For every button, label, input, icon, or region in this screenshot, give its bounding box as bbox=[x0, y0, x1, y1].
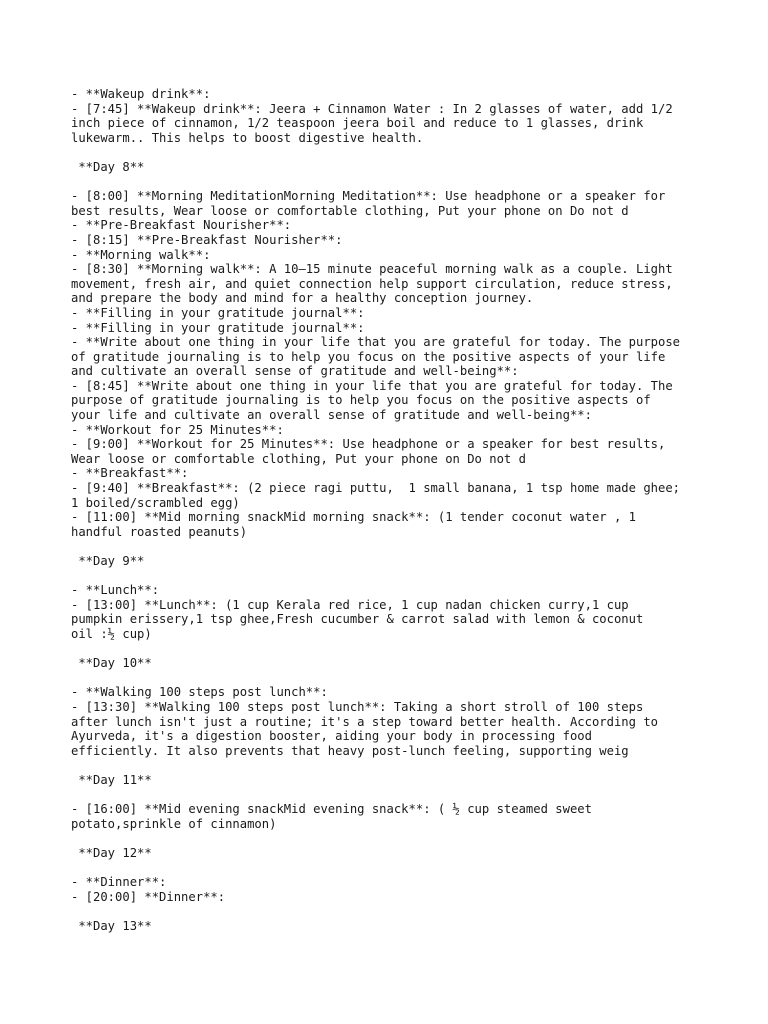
document-body bbox=[71, 87, 711, 933]
blank-line bbox=[71, 904, 711, 919]
text-line: lukewarm.. This helps to boost digestive health. bbox=[71, 130, 424, 145]
text-line: **Day 13** bbox=[71, 918, 152, 933]
text-line: 1 boiled/scrambled egg) bbox=[71, 495, 240, 510]
text-line: Ayurveda, it's a digestion booster, aiding your body in processing food bbox=[71, 729, 592, 744]
text-line: - **Dinner**: bbox=[71, 875, 167, 890]
text-line: - [9:40] **Breakfast**: (2 piece ragi puttu, 1 small banana, 1 tsp home made ghee; bbox=[71, 481, 681, 496]
blank-line bbox=[71, 569, 711, 584]
blank-line bbox=[71, 175, 711, 190]
text-line: **Day 12** bbox=[71, 845, 152, 860]
text-line: potato,sprinkle of cinnamon) bbox=[71, 816, 277, 831]
text-line: - [8:15] **Pre-Breakfast Nourisher**: bbox=[71, 232, 343, 247]
text-line: oil :½ cup) bbox=[71, 626, 152, 641]
text-line: efficiently. It also prevents that heavy post-lunch feeling, supporting weig bbox=[71, 743, 629, 758]
blank-line bbox=[71, 145, 711, 160]
text-line: - **Breakfast**: bbox=[71, 466, 189, 481]
text-line: - [11:00] **Mid morning snackMid morning snack**: (1 tender coconut water , 1 bbox=[71, 510, 636, 525]
text-line: - **Write about one thing in your life that you are grateful for today. The purpose bbox=[71, 335, 681, 350]
text-line: - **Filling in your gratitude journal**: bbox=[71, 320, 365, 335]
blank-line bbox=[71, 831, 711, 846]
text-line: - [16:00] **Mid evening snackMid evening snack**: ( ½ cup steamed sweet bbox=[71, 802, 592, 817]
text-line: - [8:30] **Morning walk**: A 10–15 minute peaceful morning walk as a couple. Light bbox=[71, 262, 673, 277]
text-line: - **Filling in your gratitude journal**: bbox=[71, 305, 365, 320]
text-line: pumpkin erissery,1 tsp ghee,Fresh cucumber & carrot salad with lemon & coconut bbox=[71, 612, 644, 627]
text-line: - [13:00] **Lunch**: (1 cup Kerala red rice, 1 cup nadan chicken curry,1 cup bbox=[71, 597, 629, 612]
text-line: **Day 10** bbox=[71, 656, 152, 671]
text-line: - **Lunch**: bbox=[71, 583, 160, 598]
blank-line bbox=[71, 860, 711, 875]
text-line: - **Morning walk**: bbox=[71, 247, 211, 262]
text-line: movement, fresh air, and quiet connection help support circulation, reduce stress, bbox=[71, 276, 673, 291]
text-line: your life and cultivate an overall sense of gratitude and well-being**: bbox=[71, 408, 592, 423]
text-line: and prepare the body and mind for a healthy conception journey. bbox=[71, 291, 534, 306]
text-line: inch piece of cinnamon, 1/2 teaspoon jeera boil and reduce to 1 glasses, drink bbox=[71, 116, 644, 131]
text-line: **Day 9** bbox=[71, 554, 145, 568]
text-line: and cultivate an overall sense of gratitude and well-being**: bbox=[71, 364, 519, 379]
text-line: best results, Wear loose or comfortable clothing, Put your phone on Do not d bbox=[71, 203, 629, 218]
text-line: - [7:45] **Wakeup drink**: Jeera + Cinnamon Water : In 2 glasses of water, add 1/2 bbox=[71, 101, 673, 116]
text-line: - **Walking 100 steps post lunch**: bbox=[71, 685, 328, 700]
text-line: **Day 8** bbox=[71, 159, 145, 174]
text-line: after lunch isn't just a routine; it's a step toward better health. According to bbox=[71, 714, 658, 729]
blank-line bbox=[71, 642, 711, 657]
text-line: purpose of gratitude journaling is to help you focus on the positive aspects of bbox=[71, 393, 651, 408]
blank-line bbox=[71, 758, 711, 773]
text-line: of gratitude journaling is to help you focus on the positive aspects of your life bbox=[71, 349, 666, 364]
text-line: handful roasted peanuts) bbox=[71, 524, 248, 539]
blank-line bbox=[71, 671, 711, 686]
text-line: - **Pre-Breakfast Nourisher**: bbox=[71, 218, 292, 233]
text-line: - [8:45] **Write about one thing in your life that you are grateful for today. The bbox=[71, 378, 673, 393]
blank-line bbox=[71, 788, 711, 803]
text-line: - **Workout for 25 Minutes**: bbox=[71, 422, 284, 437]
text-line: Wear loose or comfortable clothing, Put your phone on Do not d bbox=[71, 451, 526, 466]
text-line: - [20:00] **Dinner**: bbox=[71, 889, 226, 904]
text-line: **Day 11** bbox=[71, 772, 152, 787]
text-line: - [8:00] **Morning MeditationMorning Meditation**: Use headphone or a speaker for bbox=[71, 189, 666, 204]
text-line: - [9:00] **Workout for 25 Minutes**: Use headphone or a speaker for best results, bbox=[71, 437, 666, 452]
text-line: - [13:30] **Walking 100 steps post lunch**: Taking a short stroll of 100 steps bbox=[71, 699, 644, 714]
blank-line bbox=[71, 539, 711, 554]
text-line: - **Wakeup drink**: bbox=[71, 87, 211, 101]
